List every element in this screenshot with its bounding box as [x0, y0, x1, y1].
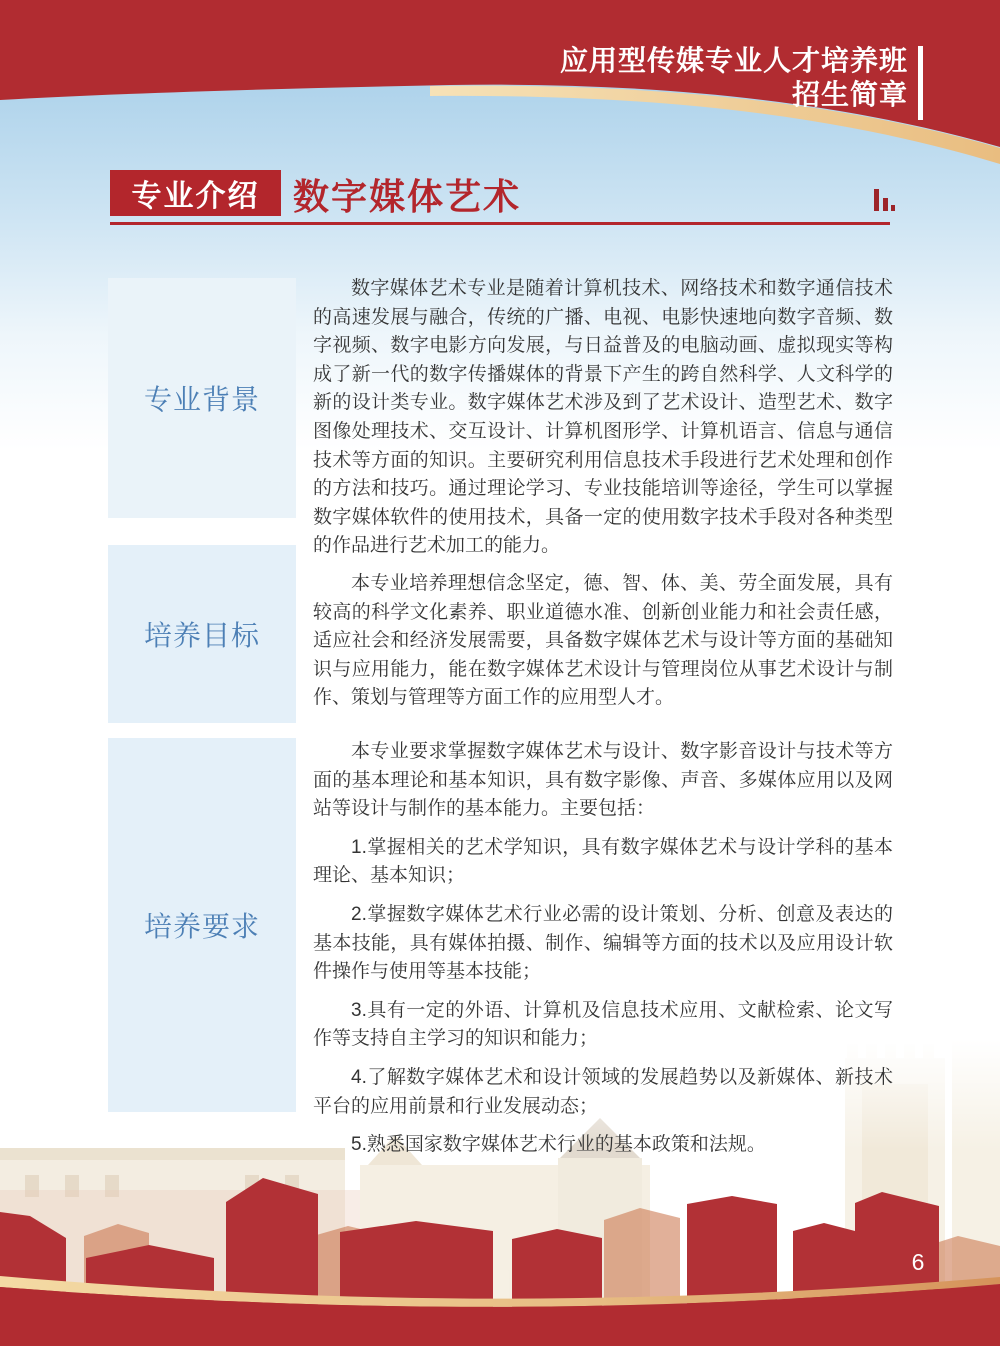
list-item: 4.了解数字媒体艺术和设计领域的发展趋势以及新媒体、新技术平台的应用前景和行业发展动态； — [313, 1066, 893, 1117]
bar-chart-icon — [874, 188, 900, 211]
section-text-background — [313, 275, 893, 571]
section-label-box-requirements — [108, 738, 296, 1112]
section-label-box-goal — [108, 545, 296, 723]
page-number: 6 — [911, 1249, 925, 1275]
paragraph: 本专业培养理想信念坚定，德、智、体、美、劳全面发展，具有较高的科学文化素养、职业道德水准、创新创业能力和社会责任感，适应社会和经济发展需要，具备数字媒体艺术与设计等方面的基础知识与应用能力，能在数字媒体艺术设计与管理岗位从事艺术设计与制作、策划与管理等方面工作的应用型人才。 — [313, 573, 893, 709]
header-line1: 应用型传媒专业人才培养班 — [559, 45, 908, 76]
list-item: 5.熟悉国家数字媒体艺术行业的基本政策和法规。 — [351, 1134, 766, 1156]
header-divider-bar — [918, 46, 923, 120]
section-label: 专业背景 — [143, 384, 260, 415]
paragraph: 本专业要求掌握数字媒体艺术与设计、数字影音设计与技术等方面的基本理论和基本知识，具有数字影像、声音、多媒体应用以及网站等设计与制作的基本能力。主要包括： — [313, 741, 893, 820]
paragraph: 数字媒体艺术专业是随着计算机技术、网络技术和数字通信技术的高速发展与融合，传统的广播、电视、电影快速地向数字音频、数字视频、数字电影方向发展，与日益普及的电脑动画、虚拟现实等构成了新一代的数字传播媒体的背景下产生的跨自然科学、人文科学的新的设计类专业。数字媒体艺术涉及到了艺术设计、造型艺术、数字图像处理技术、交互设计、计算机图形学、计算机语言、信息与通信技术等方面的知识。主要研究利用信息技术手段进行艺术处理和创作的方法和技巧。通过理论学习、专业技能培训等途径，学生可以掌握数字媒体软件的使用技术，具备一定的使用数字技术手段对各种类型的作品进行艺术加工的能力。 — [313, 278, 893, 557]
title-underline — [110, 222, 890, 225]
list-item: 2.掌握数字媒体艺术行业必需的设计策划、分析、创意及表达的基本技能，具有媒体拍摄、制作、编辑等方面的技术以及应用设计软件操作与使用等基本技能； — [313, 903, 893, 983]
list-item: 1.掌握相关的艺术学知识，具有数字媒体艺术与设计学科的基本理论、基本知识； — [313, 836, 893, 887]
section-text-goal — [313, 570, 893, 723]
header-title — [560, 44, 908, 112]
page-title: 数字媒体艺术 — [293, 175, 522, 217]
list-item: 3.具有一定的外语、计算机及信息技术应用、文献检索、论文写作等支持自主学习的知识和能力； — [313, 999, 893, 1050]
section-text-requirements — [313, 738, 893, 1170]
header-line2: 招生简章 — [791, 79, 908, 110]
section-label: 培养目标 — [143, 620, 260, 651]
section-label-box-background — [108, 278, 296, 518]
title-badge: 专业介绍 — [110, 170, 281, 216]
section-label: 培养要求 — [143, 911, 260, 942]
